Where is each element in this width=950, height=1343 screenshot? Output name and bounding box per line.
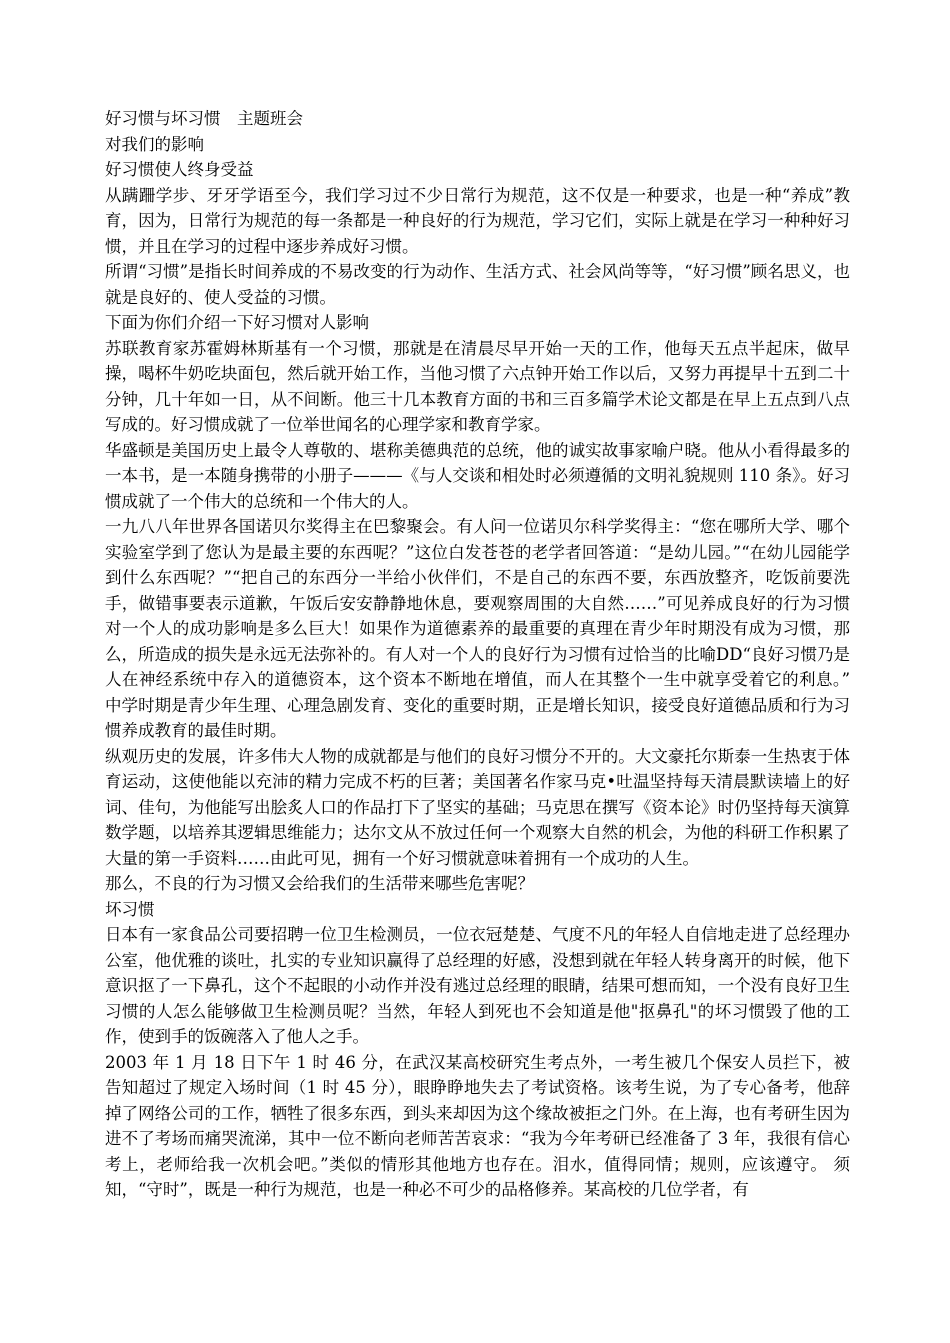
section-heading-bad-habits: 坏习惯 (105, 899, 155, 919)
paragraph-intro: 从蹒跚学步、牙牙学语至今，我们学习过不少日常行为规范，这不仅是一种要求，也是一种“养成”教育，因为，日常行为规范的每一条都是一种良好的行为规范，学习它们，实际上就是在学习一种种好习惯，并且在学习的过程中逐步养成好习惯。 (105, 185, 850, 256)
document-title: 好习惯与坏习惯 主题班会 (105, 109, 303, 128)
paragraph-japan-company: 日本有一家食品公司要招聘一位卫生检测员，一位衣冠楚楚、气度不凡的年轻人自信地走进了总经理办公室，他优雅的谈吐，扎实的专业知识赢得了总经理的好感，没想到就在年轻人转身离开的时候，他下意识抠了一下鼻孔，这个不起眼的小动作并没有逃过总经理的眼睛，结果可想而知，一个没有良好卫生习惯的人怎么能够做卫生检测员呢？当然，年轻人到死也不会知道是他"抠鼻孔"的坏习惯毁了他的工作，使到手的饭碗落入了他人之手。 (105, 925, 850, 1046)
paragraph-nobel: 一九八八年世界各国诺贝尔奖得主在巴黎聚会。有人问一位诺贝尔科学奖得主：“您在哪所大学、哪个实验室学到了您认为是最主要的东西呢？”这位白发苍苍的老学者回答道：“是幼儿园。”“在幼儿园能学到什么东西呢？”“把自己的东西分一半给小伙伴们，不是自己的东西不要，东西放整齐，吃饭前要洗手，做错事要表示道歉，午饭后安安静静地休息，要观察周围的大自然……”可见养成良好的行为习惯对一个人的成功影响是多么巨大！如果作为道德素养的最重要的真理在青少年时期没有成为习惯，那么，所造成的损失是永远无法弥补的。有人对一个人的良好行为习惯有过恰当的比喻DD“良好习惯乃是人在神经系统中存入的道德资本，这个资本不断地在增值，而人在其整个一生中就享受着它的利息。” 中学时期是青少年生理、心理急剧发育、变化的重要时期，正是增长知识，接受良好道德品质和行为习惯养成教育的最佳时期。 (105, 517, 850, 740)
document-subtitle: 对我们的影响 (105, 134, 204, 154)
section-heading-good-habits: 好习惯使人终身受益 (105, 160, 254, 179)
paragraph-sukhomlinsky: 苏联教育家苏霍姆林斯基有一个习惯，那就是在清晨尽早开始一天的工作，他每天五点半起床，做早操，喝杯牛奶吃块面包，然后就开始工作，当他习惯了六点钟开始工作以后，又努力再提早十五到二十分钟，几十年如一日，从不间断。他三十几本教育方面的书和三百多篇学术论文都是在早上五点到八点写成的。好习惯成就了一位举世闻名的心理学家和教育学家。 (105, 338, 850, 434)
paragraph-transition: 下面为你们介绍一下好习惯对人影响 (105, 313, 369, 332)
paragraph-wuhan-exam: 2003 年 1 月 18 日下午 1 时 46 分，在武汉某高校研究生考点外，一考生被几个保安人员拦下，被告知超过了规定入场时间（1 时 45 分），眼睁睁地失去了考试资格。该考生说，为了专心备考，他辞掉了网络公司的工作，牺牲了很多东西，到头来却因为这个缘故被拒之门外。在上海，也有考研生因为进不了考场而痛哭流涕，其中一位不断向老师苦苦哀求：“我为今年考研已经准备了 3 年，我很有信心考上，老师给我一次机会吧。”类似的情形其他地方也存在。泪水，值得同情；规则，应该遵守。 须知，“守时”，既是一种行为规范，也是一种必不可少的品格修养。某高校的几位学者，有 (105, 1052, 850, 1199)
paragraph-definition: 所谓“习惯”是指长时间养成的不易改变的行为动作、生活方式、社会风尚等等，“好习惯”顾名思义，也就是良好的、使人受益的习惯。 (105, 262, 850, 307)
paragraph-washington: 华盛顿是美国历史上最令人尊敬的、堪称美德典范的总统，他的诚实故事家喻户晓。他从小看得最多的一本书，是一本随身携带的小册子———《与人交谈和相处时必须遵循的文明礼貌规则 110 条》。好习惯成就了一个伟大的总统和一个伟大的人。 (105, 440, 850, 511)
paragraph-history: 纵观历史的发展，许多伟大人物的成就都是与他们的良好习惯分不开的。大文豪托尔斯泰一生热衷于体育运动，这使他能以充沛的精力完成不朽的巨著；美国著名作家马克•吐温坚持每天清晨默读墙上的好词、佳句，为他能写出脍炙人口的作品打下了坚实的基础；马克思在撰写《资本论》时仍坚持每天演算数学题，以培养其逻辑思维能力；达尔文从不放过任何一个观察大自然的机会，为他的科研工作积累了大量的第一手资料……由此可见，拥有一个好习惯就意味着拥有一个成功的人生。 (105, 746, 850, 868)
paragraph-question: 那么，不良的行为习惯又会给我们的生活带来哪些危害呢？ (105, 874, 534, 893)
document-body (105, 106, 850, 1203)
